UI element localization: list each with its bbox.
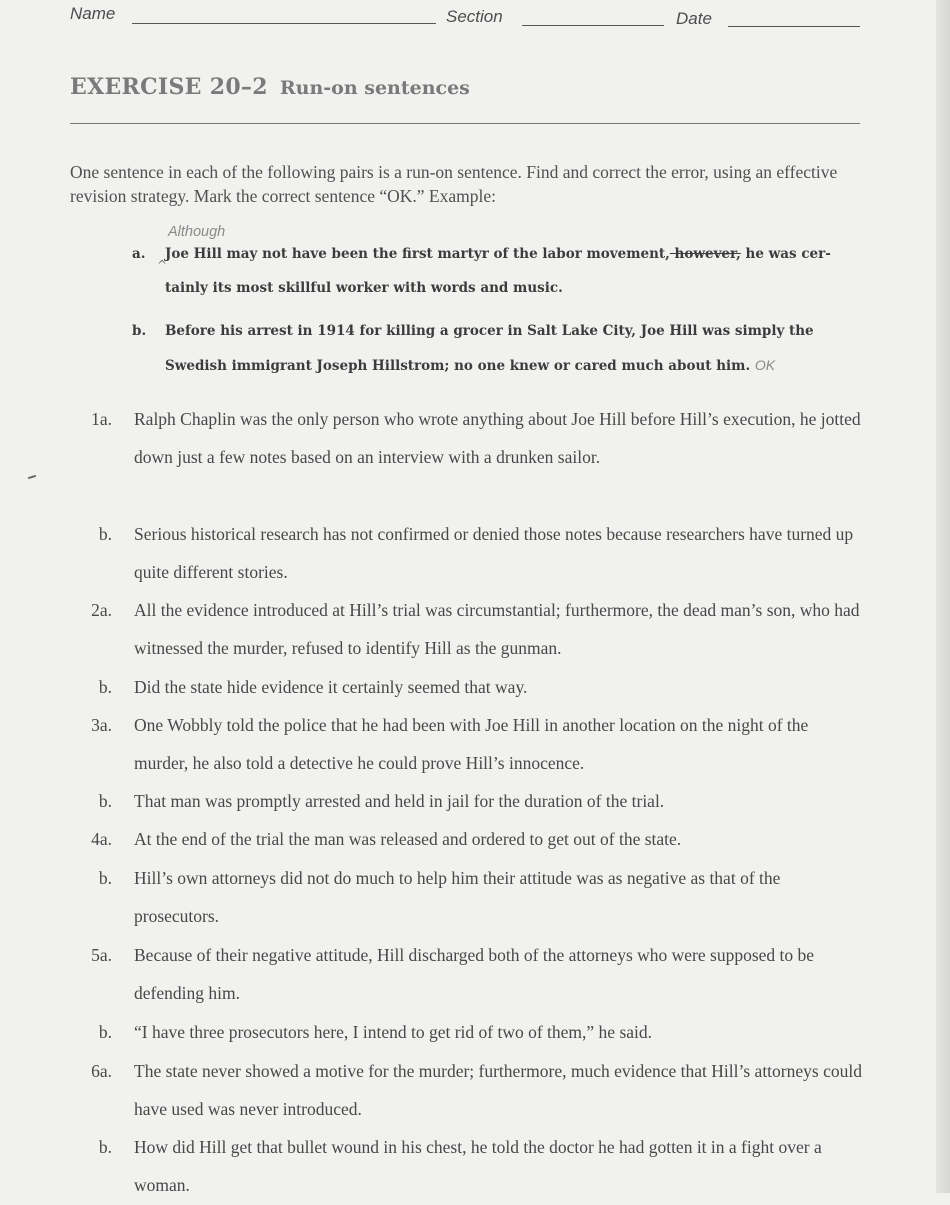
section-blank[interactable]: [522, 25, 664, 26]
example-b-label: b.: [132, 323, 147, 339]
struck-however: however,: [669, 246, 741, 262]
handwritten-ok: OK: [754, 357, 776, 373]
margin-mark: [28, 475, 36, 479]
title-divider: [70, 123, 860, 124]
section-label: Section: [446, 7, 503, 26]
name-blank[interactable]: [132, 23, 436, 24]
insertion-caret: ^: [157, 258, 168, 272]
handwritten-although: Although: [168, 224, 226, 240]
exercise-subtitle: Run-on sentences: [279, 77, 470, 99]
name-label: Name: [70, 4, 116, 23]
exercise-title: [70, 74, 470, 100]
date-label: Date: [676, 9, 712, 28]
instructions: One sentence in each of the following pairs is a run-on sentence. Find and correct the error, using an effective revision strategy. Mark the correct sentence “OK.” Example:: [70, 162, 838, 206]
example-a-label: a.: [132, 246, 146, 262]
exercise-number: EXERCISE 20–2: [70, 74, 268, 100]
page-edge-shadow: [936, 0, 950, 1193]
example-b-text: Before his arrest in 1914 for killing a grocer in Salt Lake City, Joe Hill was simply the Swedish immigrant Joseph Hillstrom; no one knew or cared much about him. OK: [165, 323, 814, 374]
name-section-date-header: [70, 2, 862, 30]
date-blank[interactable]: [728, 26, 860, 27]
example-a-text: Joe Hill may not have been the first martyr of the labor movement, however, he was cer-tainly its most skillful worker with words and music.: [165, 246, 831, 296]
